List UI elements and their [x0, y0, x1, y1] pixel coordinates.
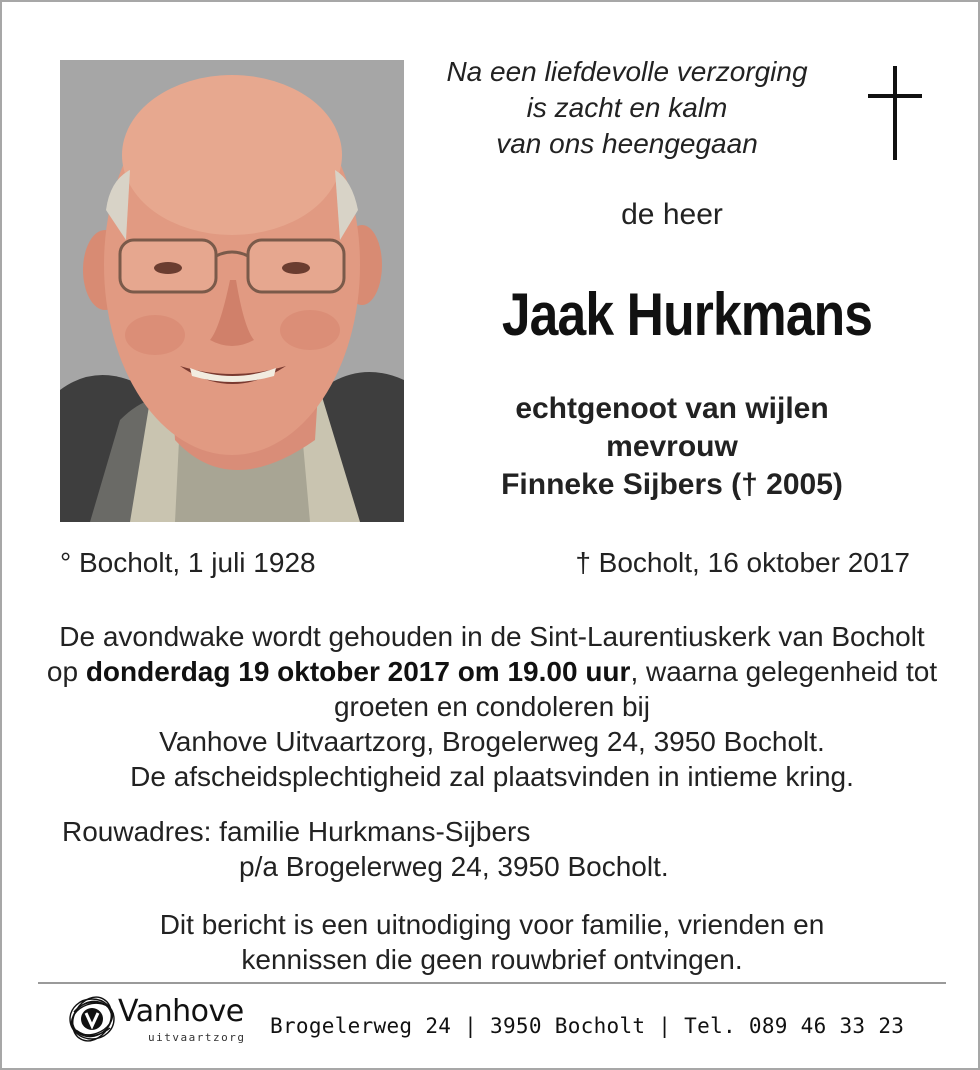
footer-divider [38, 982, 946, 984]
ceremony-line-3: Vanhove Uitvaartzorg, Brogelerweg 24, 3950 Bocholt. [159, 726, 825, 757]
ceremony-line-4: De afscheidsplechtigheid zal plaatsvinden in intieme kring. [130, 761, 854, 792]
vanhove-logo [66, 992, 266, 1052]
spouse-line-1: echtgenoot van wijlen [515, 392, 829, 425]
ceremony-info [42, 619, 942, 794]
portrait-photo [60, 60, 404, 522]
intro-line-1: Na een liefdevolle verzorging [446, 56, 808, 87]
invitation-note [42, 907, 942, 977]
address-line-2: p/a Brogelerweg 24, 3950 Bocholt. [239, 851, 669, 882]
cross-icon [866, 64, 924, 160]
ceremony-part-2: , waarna gelegenheid tot groeten en condoleren bij [333, 656, 938, 722]
death-info: † Bocholt, 16 oktober 2017 [575, 547, 910, 578]
intro-line-2: is zacht en kalm [526, 92, 728, 123]
mourning-address [62, 814, 762, 884]
address-line-1: Rouwadres: familie Hurkmans-Sijbers [62, 816, 531, 847]
spouse-line-2: mevrouw [606, 430, 738, 463]
deceased-name: Jaak Hurkmans [501, 281, 873, 348]
logo-subtitle: uitvaartzorg [148, 1031, 246, 1044]
intro-text [412, 54, 842, 162]
footer-contact: Brogelerweg 24 | 3950 Bocholt | Tel. 089 46 33 23 [270, 1014, 905, 1038]
birth-info: ° Bocholt, 1 juli 1928 [60, 547, 316, 578]
logo-name: Vanhove [118, 994, 244, 1029]
note-line-2: kennissen die geen rouwbrief ontvingen. [241, 944, 743, 975]
ceremony-datetime: donderdag 19 oktober 2017 om 19.00 uur [85, 656, 631, 687]
note-line-1: Dit bericht is een uitnodiging voor familie, vrienden en [159, 909, 825, 940]
intro-line-3: van ons heengegaan [496, 128, 758, 159]
title-prefix: de heer [621, 198, 723, 231]
spouse-line-3: Finneke Sijbers († 2005) [501, 468, 843, 501]
spouse-info [432, 390, 912, 504]
ceremony-part-1: De avondwake wordt gehouden in de Sint-Laurentiuskerk van Bocholt op [46, 621, 925, 687]
vanhove-logo-icon [66, 992, 122, 1046]
